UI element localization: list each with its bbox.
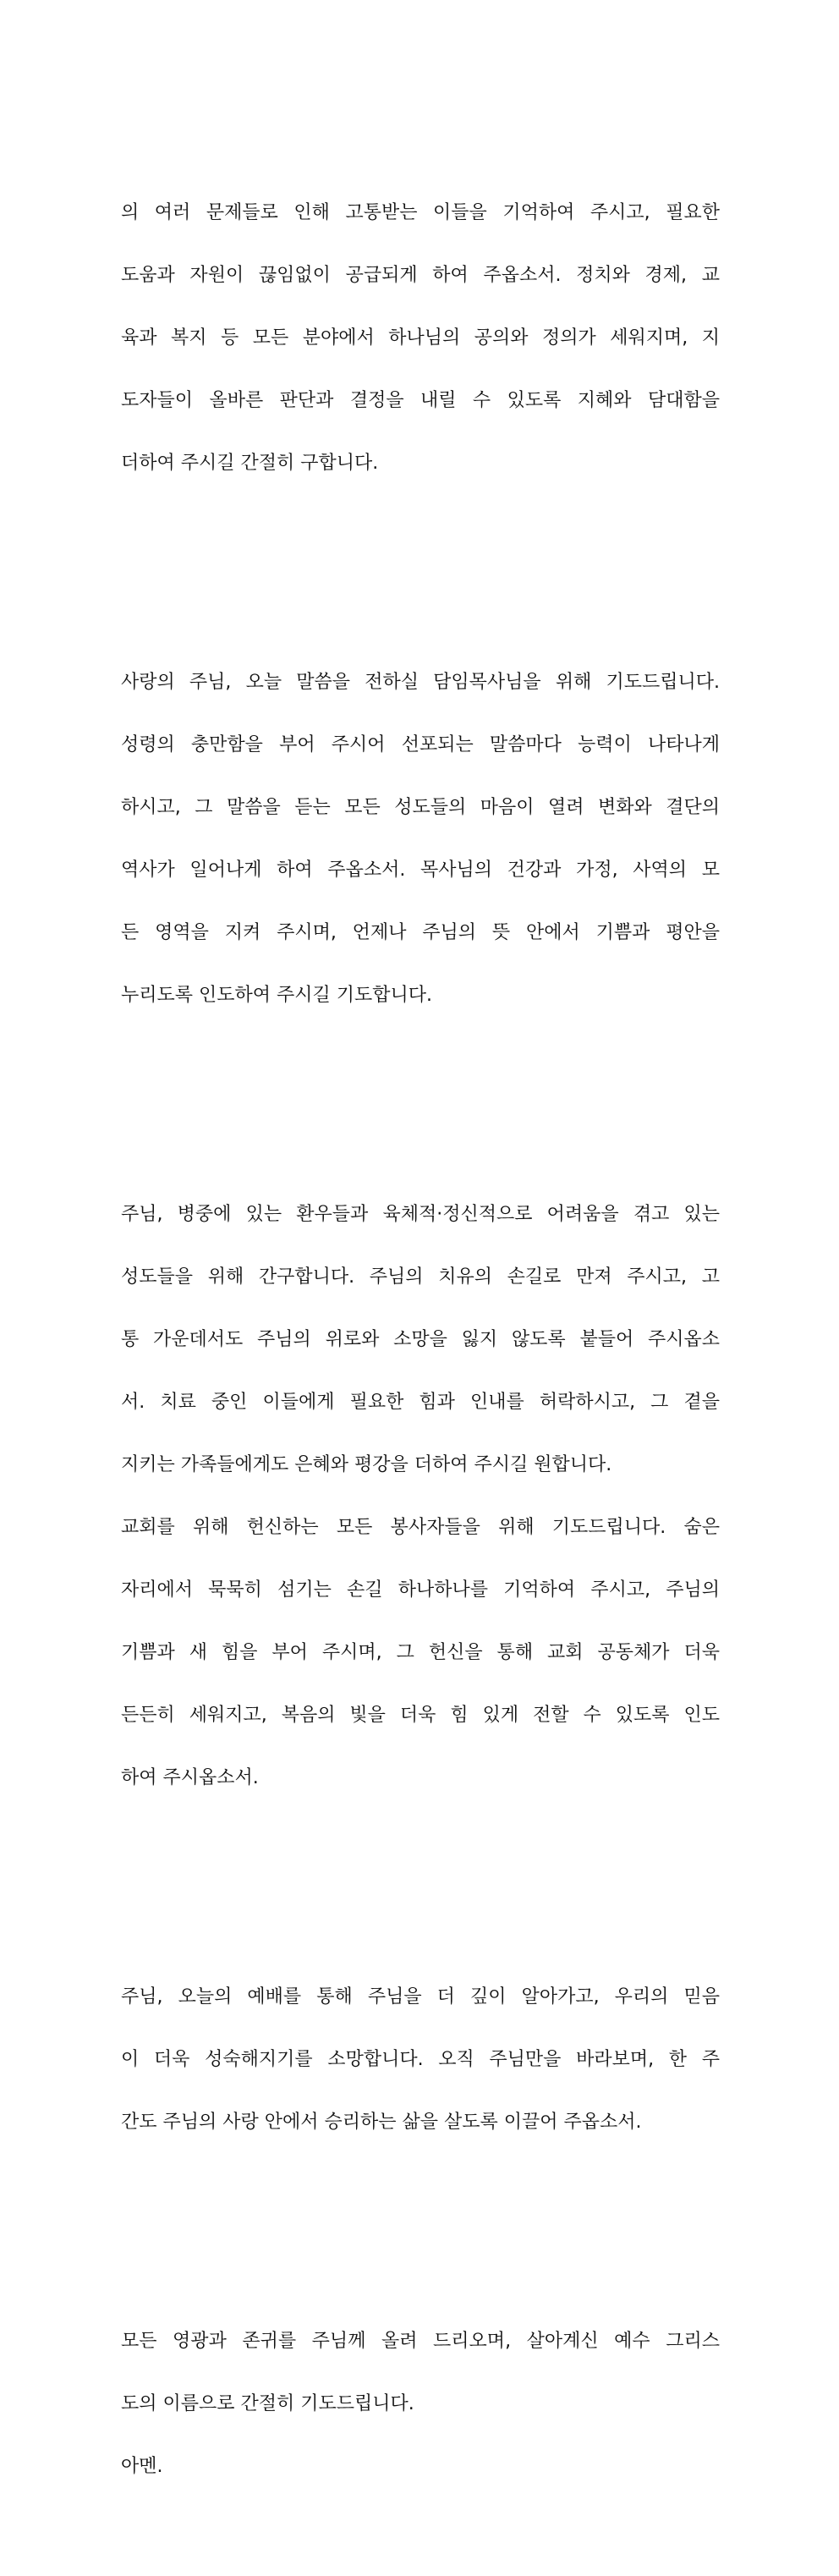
paragraph-closing [121, 2294, 720, 2513]
text-line: 하여 주시옵소서. [121, 1767, 259, 1788]
text-line: 도의 이름으로 간절히 기도드립니다. [121, 2393, 414, 2414]
text-line: 누리도록 인도하여 주시길 기도합니다. [121, 985, 433, 1006]
amen-line: 아멘. [121, 2456, 163, 2477]
text-line: 통 가운데서도 주님의 위로와 소망을 잃지 않도록 붙들어 주시옵소 [121, 1329, 720, 1350]
text-line: 의 여러 문제들로 인해 고통받는 이들을 기억하여 주시고, 필요한 [121, 202, 720, 223]
paragraph-social-issues [121, 166, 720, 510]
paragraph-worship [121, 1950, 720, 2169]
text-line: 지키는 가족들에게도 은혜와 평강을 더하여 주시길 원합니다. [121, 1454, 612, 1475]
text-line: 이 더욱 성숙해지기를 소망합니다. 오직 주님만을 바라보며, 한 주 [121, 2049, 720, 2070]
text-line: 모든 영광과 존귀를 주님께 올려 드리오며, 살아계신 예수 그리스 [121, 2331, 720, 2352]
text-line: 든든히 세워지고, 복음의 빛을 더욱 힘 있게 전할 수 있도록 인도 [121, 1705, 720, 1726]
text-line: 더하여 주시길 간절히 구합니다. [121, 453, 379, 474]
text-line: 도움과 자원이 끊임없이 공급되게 하여 주옵소서. 정치와 경제, 교 [121, 265, 720, 286]
paragraph-healing-and-volunteers [121, 1167, 720, 1825]
paragraph-gap [121, 1074, 720, 1105]
text-line: 주님, 오늘의 예배를 통해 주님을 더 깊이 알아가고, 우리의 믿음 [121, 1986, 720, 2008]
text-line: 성도들을 위해 간구합니다. 주님의 치유의 손길로 만져 주시고, 고 [121, 1266, 720, 1288]
text-line: 서. 치료 중인 이들에게 필요한 힘과 인내를 허락하시고, 그 곁을 [121, 1392, 720, 1413]
prayer-text [121, 103, 720, 2576]
paragraph-pastor [121, 635, 720, 1042]
text-line: 사랑의 주님, 오늘 말씀을 전하실 담임목사님을 위해 기도드립니다. [121, 672, 720, 693]
text-line: 자리에서 묵묵히 섬기는 손길 하나하나를 기억하여 주시고, 주님의 [121, 1579, 720, 1601]
text-line: 육과 복지 등 모든 분야에서 하나님의 공의와 정의가 세워지며, 지 [121, 327, 720, 349]
text-line: 기쁨과 새 힘을 부어 주시며, 그 헌신을 통해 교회 공동체가 더욱 [121, 1642, 720, 1663]
paragraph-gap [121, 541, 720, 573]
paragraph-gap [121, 2200, 720, 2232]
text-line: 주님, 병중에 있는 환우들과 육체적·정신적으로 어려움을 겪고 있는 [121, 1204, 720, 1225]
text-line: 성령의 충만함을 부어 주시어 선포되는 말씀마다 능력이 나타나게 [121, 734, 720, 755]
paragraph-gap [121, 1856, 720, 1887]
text-line: 든 영역을 지켜 주시며, 언제나 주님의 뜻 안에서 기쁨과 평안을 [121, 922, 720, 943]
text-line: 도자들이 올바른 판단과 결정을 내릴 수 있도록 지혜와 담대함을 [121, 390, 720, 411]
text-line: 간도 주님의 사랑 안에서 승리하는 삶을 살도록 이끌어 주옵소서. [121, 2112, 642, 2133]
text-line: 역사가 일어나게 하여 주옵소서. 목사님의 건강과 가정, 사역의 모 [121, 860, 720, 881]
text-line: 교회를 위해 헌신하는 모든 봉사자들을 위해 기도드립니다. 숨은 [121, 1517, 720, 1538]
text-line: 하시고, 그 말씀을 듣는 모든 성도들의 마음이 열려 변화와 결단의 [121, 797, 720, 818]
